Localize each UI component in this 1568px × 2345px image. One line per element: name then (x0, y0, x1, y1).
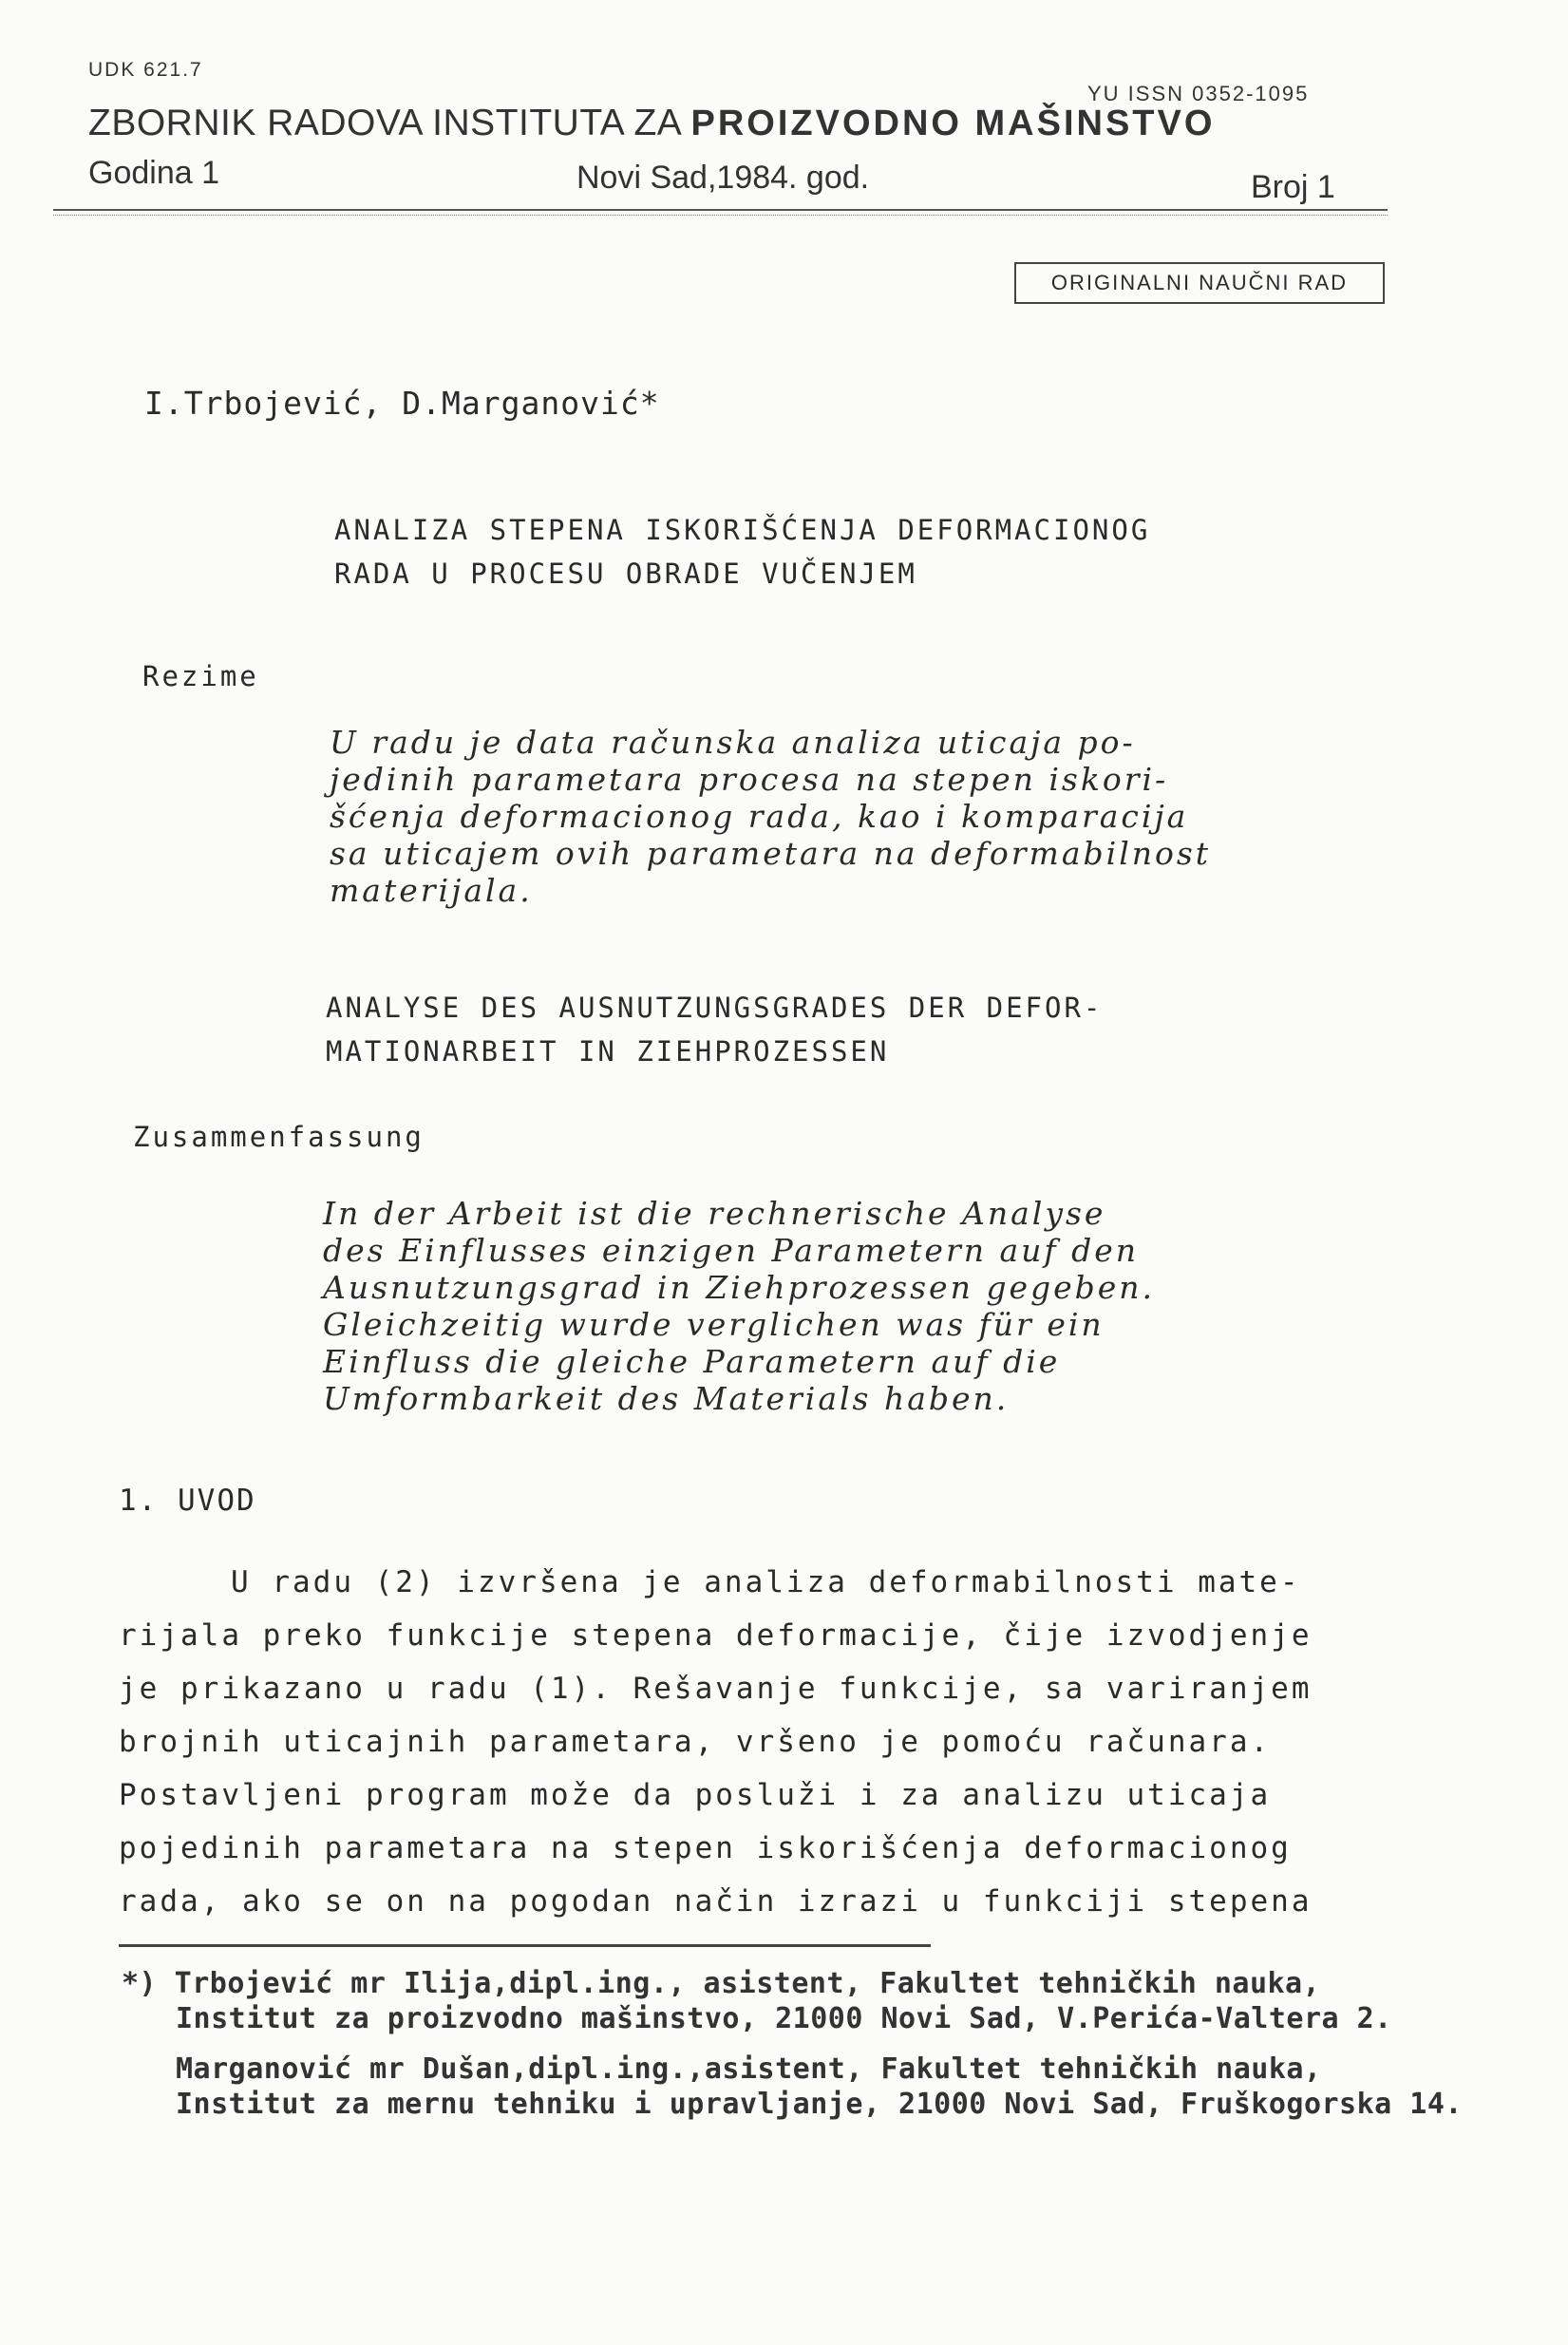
authors: I.Trbojević, D.Marganović* (144, 385, 660, 422)
body-line: brojnih uticajnih parametara, vršeno je pomoću računara. (119, 1725, 1272, 1759)
footnote-line: Institut za proizvodno mašinstvo, 21000 Novi Sad, V.Perića-Valtera 2. (176, 2002, 1392, 2035)
footnote-1 (122, 1966, 1392, 2036)
section-body (119, 1556, 1313, 1928)
udk-code: UDK 621.7 (88, 59, 203, 81)
german-title-line: ANALYSE DES AUSNUTZUNGSGRADES DER DEFOR- (326, 992, 1104, 1024)
body-line: je prikazano u radu (1). Rešavanje funkcije, sa variranjem (119, 1672, 1313, 1706)
footnote-line: Marganović mr Dušan,dipl.ing.,asistent, Fakultet tehničkih nauka, (176, 2052, 1322, 2086)
footnote-line: *) Trbojević mr Ilija,dipl.ing., asistent, Fakultet tehničkih nauka, (122, 1967, 1321, 2000)
header-rule (53, 209, 1388, 211)
rezime-line: U radu je data računska analiza uticaja po- (330, 724, 1136, 761)
zusammenfassung-line: Umformbarkeit des Materials haben. (323, 1380, 1010, 1417)
paper-title-line: ANALIZA STEPENA ISKORIŠĆENJA DEFORMACIONOG (334, 514, 1151, 546)
footnote-rule (119, 1944, 931, 1947)
body-line: pojedinih parametara na stepen iskorišćenja deformacionog (119, 1831, 1292, 1865)
journal-place-date: Novi Sad,1984. god. (576, 160, 870, 196)
category-badge: ORIGINALNI NAUČNI RAD (1014, 262, 1385, 304)
body-line: rada, ako se on na pogodan način izrazi u funkciji stepena (119, 1884, 1313, 1919)
german-title (326, 986, 1275, 1073)
zusammenfassung-text (323, 1195, 1155, 1417)
journal-title-regular: ZBORNIK RADOVA INSTITUTA ZA (88, 103, 691, 143)
paper-title (334, 508, 1284, 596)
rezime-line: sa uticajem ovih parametara na deformabilnost (330, 835, 1212, 872)
journal-title (88, 103, 1215, 144)
zusammenfassung-heading: Zusammenfassung (133, 1121, 425, 1153)
zusammenfassung-line: Ausnutzungsgrad in Ziehprozessen gegeben. (323, 1269, 1156, 1306)
zusammenfassung-line: des Einflusses einzigen Parametern auf den (323, 1232, 1140, 1269)
rezime-line: šćenja deformacionog rada, kao i komparacija (330, 798, 1189, 835)
issn-number: YU ISSN 0352-1095 (1087, 82, 1310, 105)
german-title-line: MATIONARBEIT IN ZIEHPROZESSEN (326, 1035, 890, 1068)
rezime-heading: Rezime (142, 660, 259, 692)
rezime-text (330, 724, 1211, 909)
section-heading: 1. UVOD (119, 1484, 256, 1518)
footnote-line: Institut za mernu tehniku i upravljanje, 21000 Novi Sad, Fruškogorska 14. (176, 2088, 1463, 2121)
rezime-line: jedinih parametara procesa na stepen iskori- (330, 761, 1169, 798)
zusammenfassung-line: In der Arbeit ist die rechnerische Analyse (323, 1195, 1106, 1232)
journal-year: Godina 1 (88, 155, 219, 191)
journal-issue: Broj 1 (1251, 169, 1335, 205)
paper-title-line: RADA U PROCESU OBRADE VUČENJEM (334, 558, 917, 590)
journal-title-bold: PROIZVODNO MAŠINSTVO (690, 104, 1216, 143)
zusammenfassung-line: Gleichzeitig wurde verglichen was für ein (323, 1306, 1105, 1343)
header-rule-dotted (53, 215, 1388, 216)
body-line: Postavljeni program može da posluži i za analizu uticaja (119, 1778, 1272, 1812)
rezime-line: materijala. (330, 872, 533, 909)
footnote-2 (176, 2052, 1463, 2122)
zusammenfassung-line: Einfluss die gleiche Parametern auf die (323, 1343, 1061, 1380)
body-line: rijala preko funkcije stepena deformacije, čije izvodjenje (119, 1618, 1313, 1653)
body-line: U radu (2) izvršena je analiza deformabilnosti mate- (231, 1565, 1301, 1599)
